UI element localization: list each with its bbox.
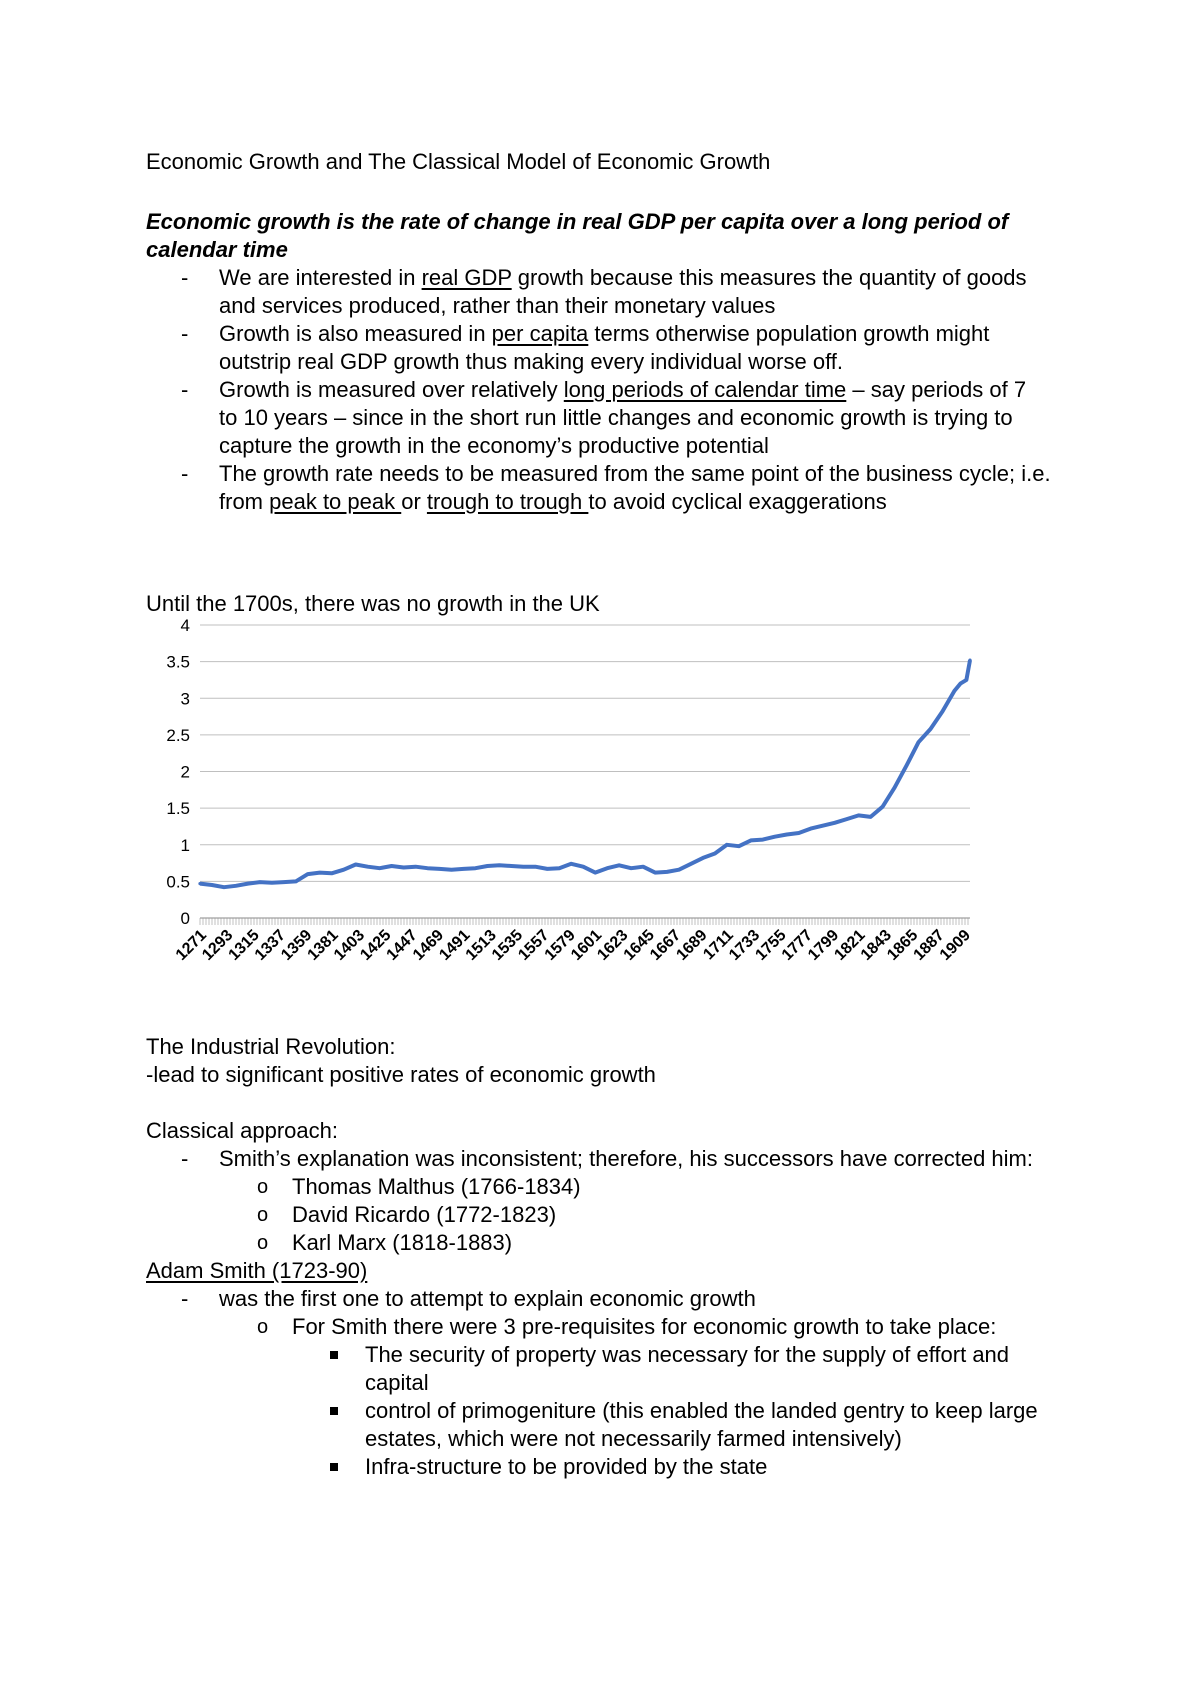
text-run: or xyxy=(401,489,427,514)
x-tick-label: 1711 xyxy=(700,926,737,964)
x-tick-label: 1469 xyxy=(409,926,448,964)
x-tick-label: 1271 xyxy=(172,926,211,964)
x-tick-label: 1491 xyxy=(436,926,474,964)
square-bullet xyxy=(330,1407,338,1415)
data-point xyxy=(761,838,764,841)
data-point xyxy=(917,741,920,744)
data-point xyxy=(210,883,213,886)
y-tick-label: 2.5 xyxy=(166,725,190,745)
data-point xyxy=(653,871,656,874)
prerequisite-item: control of primogeniture (this enabled the landed gentry to keep large xyxy=(365,1398,1038,1423)
data-point xyxy=(701,856,704,859)
data-point xyxy=(749,839,752,842)
data-point xyxy=(857,814,860,817)
text-run: growth because this measures the quantity of goods xyxy=(511,265,1027,290)
data-point xyxy=(234,884,237,887)
data-point xyxy=(725,843,728,846)
underlined-term: per capita xyxy=(491,321,589,346)
data-point xyxy=(258,881,261,884)
economist-item: Thomas Malthus (1766-1834) xyxy=(292,1174,581,1199)
data-point xyxy=(965,678,968,681)
data-point xyxy=(414,865,417,868)
dash-bullet: - xyxy=(181,321,189,346)
y-tick-label: 4 xyxy=(180,616,190,635)
underlined-term: real GDP xyxy=(421,265,512,290)
data-point xyxy=(354,863,357,866)
dash-bullet: - xyxy=(181,1286,189,1311)
definition-line-2: calendar time xyxy=(146,237,288,262)
x-tick-label: 1887 xyxy=(910,926,948,964)
dash-bullet: - xyxy=(181,265,189,290)
data-point xyxy=(845,818,848,821)
text-run: – say periods of 7 xyxy=(846,377,1027,402)
data-point xyxy=(594,871,597,874)
data-point xyxy=(318,871,321,874)
x-tick-label: 1403 xyxy=(330,926,369,964)
y-tick-label: 0 xyxy=(180,909,190,928)
x-tick-label: 1315 xyxy=(225,926,263,964)
data-point xyxy=(582,865,585,868)
data-point xyxy=(959,682,962,685)
text-run: terms otherwise population growth might xyxy=(588,321,990,346)
data-point xyxy=(905,764,908,767)
data-point xyxy=(522,865,525,868)
data-point xyxy=(570,862,573,865)
smith-subpoint: For Smith there were 3 pre-requisites for economic growth to take place: xyxy=(292,1314,997,1339)
x-tick-label: 1425 xyxy=(357,926,395,964)
chart-caption: Until the 1700s, there was no growth in the UK xyxy=(146,591,600,616)
bullet-per-capita xyxy=(219,320,989,348)
data-point xyxy=(953,689,956,692)
dash-bullet: - xyxy=(181,377,189,402)
data-point xyxy=(486,864,489,867)
data-point xyxy=(677,868,680,871)
x-tick-label: 1755 xyxy=(752,926,790,964)
bullet-continuation: to 10 years – since in the short run little changes and economic growth is trying to xyxy=(219,405,1013,430)
data-point xyxy=(558,867,561,870)
industrial-heading: The Industrial Revolution: xyxy=(146,1034,396,1059)
economist-item: David Ricardo (1772-1823) xyxy=(292,1202,557,1227)
x-tick-label: 1843 xyxy=(857,926,896,964)
industrial-text: -lead to significant positive rates of economic growth xyxy=(146,1062,656,1087)
data-point xyxy=(426,867,429,870)
data-point xyxy=(510,864,513,867)
data-point xyxy=(378,867,381,870)
x-tick-label: 1293 xyxy=(199,926,237,964)
x-tick-label: 1579 xyxy=(541,926,579,964)
data-point xyxy=(893,786,896,789)
data-point xyxy=(773,835,776,838)
data-point xyxy=(462,867,465,870)
data-point xyxy=(282,881,285,884)
page-title: Economic Growth and The Classical Model of Economic Growth xyxy=(146,149,771,174)
bullet-long-periods xyxy=(219,376,1026,404)
data-point xyxy=(546,867,549,870)
x-tick-label: 1777 xyxy=(778,926,816,964)
bullet-continuation: capture the growth in the economy’s productive potential xyxy=(219,433,769,458)
prerequisite-item: Infra-structure to be provided by the state xyxy=(365,1454,768,1479)
data-point xyxy=(498,864,501,867)
y-tick-label: 3.5 xyxy=(166,652,190,672)
bullet-real-gdp xyxy=(219,264,1027,292)
underlined-term: long periods of calendar time xyxy=(563,377,847,402)
underlined-term: trough to trough xyxy=(426,489,589,514)
underlined-term: peak to peak xyxy=(269,489,402,514)
data-point xyxy=(474,867,477,870)
data-point xyxy=(881,805,884,808)
x-tick-label: 1821 xyxy=(831,926,869,964)
data-point xyxy=(665,870,668,873)
x-tick-label: 1733 xyxy=(726,926,764,964)
gdp-line-chart xyxy=(140,615,1000,995)
x-tick-label: 1557 xyxy=(515,926,553,964)
data-point xyxy=(330,872,333,875)
y-tick-label: 3 xyxy=(180,689,190,709)
data-point xyxy=(630,867,633,870)
dash-bullet: - xyxy=(181,461,189,486)
text-run: Growth is also measured in xyxy=(219,321,492,346)
data-point xyxy=(270,881,273,884)
data-point xyxy=(785,833,788,836)
classical-bullet: Smith’s explanation was inconsistent; therefore, his successors have corrected him: xyxy=(219,1146,1033,1171)
data-point xyxy=(737,845,740,848)
data-point xyxy=(968,659,971,662)
data-point xyxy=(450,868,453,871)
data-point xyxy=(809,827,812,830)
data-point xyxy=(222,886,225,889)
text-run: Growth is measured over relatively xyxy=(219,377,564,402)
data-point xyxy=(713,852,716,855)
gdp-series-line xyxy=(200,660,970,887)
data-point xyxy=(198,882,201,885)
x-tick-label: 1623 xyxy=(594,926,632,964)
data-point xyxy=(246,882,249,885)
circle-bullet: o xyxy=(257,1316,269,1338)
data-point xyxy=(402,866,405,869)
data-point xyxy=(606,867,609,870)
x-tick-label: 1535 xyxy=(488,926,527,964)
y-tick-label: 1 xyxy=(180,835,190,855)
circle-bullet: o xyxy=(257,1204,269,1226)
text-run: to avoid cyclical exaggerations xyxy=(588,489,887,514)
data-point xyxy=(929,727,932,730)
x-tick-label: 1689 xyxy=(673,926,711,964)
data-point xyxy=(306,872,309,875)
circle-bullet: o xyxy=(257,1232,269,1254)
x-tick-label: 1513 xyxy=(462,926,500,964)
economist-item: Karl Marx (1818-1883) xyxy=(292,1230,513,1255)
square-bullet xyxy=(330,1351,338,1359)
x-tick-label: 1909 xyxy=(936,926,975,964)
data-point xyxy=(641,865,644,868)
prerequisite-item: The security of property was necessary for the supply of effort and xyxy=(365,1342,1010,1367)
bullet-continuation xyxy=(219,488,887,516)
x-tick-label: 1337 xyxy=(251,926,290,964)
bullet-business-cycle: The growth rate needs to be measured from the same point of the business cycle; i.e. xyxy=(219,461,1051,486)
data-point xyxy=(294,880,297,883)
smith-heading: Adam Smith (1723-90) xyxy=(146,1258,368,1283)
dash-bullet: - xyxy=(181,1146,189,1171)
x-tick-label: 1799 xyxy=(805,926,843,964)
prerequisite-continuation: capital xyxy=(365,1370,429,1395)
data-point xyxy=(534,865,537,868)
y-tick-label: 1.5 xyxy=(166,799,190,819)
x-tick-label: 1667 xyxy=(647,926,685,964)
prerequisite-continuation: estates, which were not necessarily farmed intensively) xyxy=(365,1426,902,1451)
data-point xyxy=(821,824,824,827)
data-point xyxy=(366,865,369,868)
classical-heading: Classical approach: xyxy=(146,1118,338,1143)
text-run: from xyxy=(219,489,270,514)
x-tick-label: 1645 xyxy=(620,926,658,964)
data-point xyxy=(797,831,800,834)
square-bullet xyxy=(330,1463,338,1471)
smith-bullet: was the first one to attempt to explain economic growth xyxy=(219,1286,756,1311)
definition-line-1: Economic growth is the rate of change in real GDP per capita over a long period of xyxy=(146,209,1009,234)
data-point xyxy=(689,862,692,865)
x-tick-label: 1601 xyxy=(568,926,606,964)
data-point xyxy=(342,868,345,871)
text-run: We are interested in xyxy=(219,265,422,290)
circle-bullet: o xyxy=(257,1176,269,1198)
y-tick-label: 0.5 xyxy=(166,872,190,892)
bullet-continuation: outstrip real GDP growth thus making every individual worse off. xyxy=(219,349,844,374)
data-point xyxy=(438,867,441,870)
data-point xyxy=(869,815,872,818)
x-tick-label: 1359 xyxy=(278,926,316,964)
data-point xyxy=(941,710,944,713)
data-point xyxy=(390,864,393,867)
y-tick-label: 2 xyxy=(180,762,190,782)
data-point xyxy=(833,821,836,824)
x-tick-label: 1381 xyxy=(304,926,342,964)
x-tick-label: 1865 xyxy=(884,926,922,964)
data-point xyxy=(618,864,621,867)
bullet-continuation: and services produced, rather than their monetary values xyxy=(219,293,776,318)
x-tick-label: 1447 xyxy=(383,926,421,964)
